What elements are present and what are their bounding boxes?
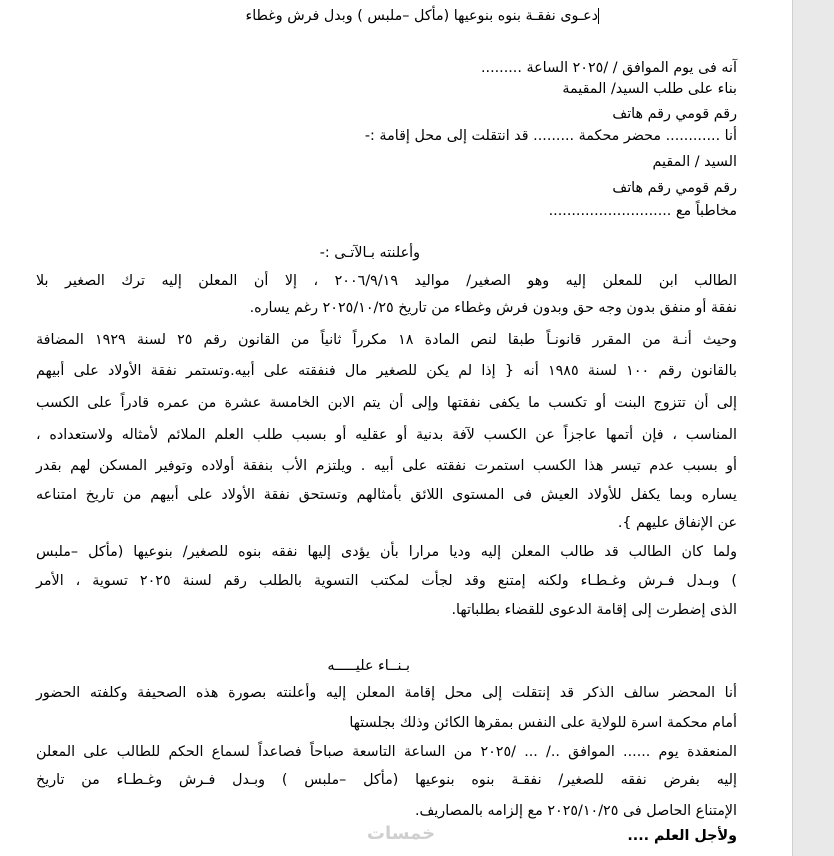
- document-title: [160, 6, 600, 26]
- closing-line: ولأجل العلم ....: [627, 828, 737, 844]
- announce-heading: وأعلنته بـالآتـى :-: [319, 245, 420, 261]
- basis-line-1: أنا المحضر سالف الذكر قد إنتقلت إلى محل إقامة المعلن إليه وأعلنته بصورة هذه الصحيفة وكلفته الحضور: [36, 685, 737, 701]
- basis-line-2: أمام محكمة اسرة للولاية على النفس بمقرها الكائن وذلك بجلستها: [349, 715, 737, 731]
- header-line-3: رقم قومي رقم هاتف: [612, 106, 737, 122]
- header-line-7: مخاطباً مع ...........................: [548, 203, 737, 219]
- basis-line-3: المنعقدة يوم ...... الموافق ../ ... /٢٠٢٥ من الساعة التاسعة صباحاً فصاعداً لسماع الحكم للطالب على المعلن: [36, 744, 737, 760]
- header-line-4: أنا ............ محضر محكمة ......... قد انتقلت إلى محل إقامة :-: [364, 128, 737, 144]
- document-title-text: دعـوى نفقـة بنوه بنوعيها (مأكل –ملبس ) وبدل فرش وغطاء: [245, 8, 598, 24]
- facts-line-10: ولما كان الطالب قد طالب المعلن إليه وديا مرارا بأن يؤدى إليها نفقه بنوه للصغير/ بنوعيها (مأكل –ملبس: [36, 544, 737, 560]
- header-line-6: رقم قومي رقم هاتف: [612, 180, 737, 196]
- facts-line-2: نفقة أو منفق بدون وجه حق وبدون فرش وغطاء من تاريخ ٢٠٢٥/١٠/٢٥ رغم يساره.: [249, 300, 737, 316]
- basis-line-4: إليه بفرض نفقه للصغير/ نفقـة بنوه بنوعيها (مأكل –ملبس ) وبـدل فـرش وغـطـاء من تاريخ: [36, 772, 737, 788]
- facts-line-9: عن الإنفاق عليهم }.: [617, 515, 737, 531]
- basis-line-5: الإمتناع الحاصل فى ٢٠٢٥/١٠/٢٥ مع إلزامه بالمصاريف.: [414, 803, 737, 819]
- text-caret: [598, 8, 600, 24]
- facts-line-12: الذى إضطرت إلى إقامة الدعوى للقضاء بطلباتها.: [451, 602, 737, 618]
- watermark-logo: خمسات: [366, 823, 436, 844]
- header-line-2: بناء على طلب السيد/ المقيمة: [562, 81, 737, 97]
- facts-line-7: أو بسبب عدم تيسر هذا الكسب استمرت نفقته على أبيه . ويلتزم الأب بنفقة أولاده وتوفير المسكن لهم بقدر: [36, 458, 737, 474]
- header-line-5: السيد / المقيم: [652, 154, 737, 170]
- basis-heading: بـنــاء عليـــــه: [327, 658, 410, 674]
- facts-line-3: وحيث أنـة من المقرر قانونـاً طبقا لنص المادة ١٨ مكرراً ثانياً من القانون رقم ٢٥ لسنة ١٩٢٩ المضافة: [36, 332, 737, 348]
- window-side-margin: [792, 0, 834, 856]
- facts-line-8: يساره وبما يكفل للأولاد العيش فى المستوى اللائق بأمثالهم وتستحق نفقة الأولاد على أبيهم من تاريخ امتناعه: [36, 487, 737, 503]
- facts-line-4: بالقانون رقم ١٠٠ لسنة ١٩٨٥ أنه { إذا لم يكن للصغير مال فنفقته على أبيه.وتستمر نفقة الأولاد على أبيهم: [36, 363, 737, 379]
- facts-line-11: ) وبـدل فـرش وغـطـاء ولكنه إمتنع وقد لجأت لمكتب التسوية بالطلب رقم لسنة ٢٠٢٥ تسوية ، الأمر: [36, 573, 737, 589]
- facts-line-5: إلى أن تتزوج البنت أو تكسب ما يكفى نفقتها وإلى أن يتم الابن الخامسة عشرة من عمره قادراً على الكسب: [36, 395, 737, 411]
- header-line-1: آنه فى يوم الموافق / /٢٠٢٥ الساعة .........: [481, 60, 737, 76]
- facts-line-6: المناسب ، فإن أتمها عاجزاً عن الكسب لآفة بدنية أو عقليه أو بسبب طلب العلم الملائم لأمثاله ولاستعداده ،: [36, 427, 737, 443]
- facts-line-1: الطالب ابن للمعلن إليه وهو الصغير/ مواليد ٢٠٠٦/٩/١٩ ، إلا أن المعلن إليه ترك الصغير بلا: [36, 273, 737, 289]
